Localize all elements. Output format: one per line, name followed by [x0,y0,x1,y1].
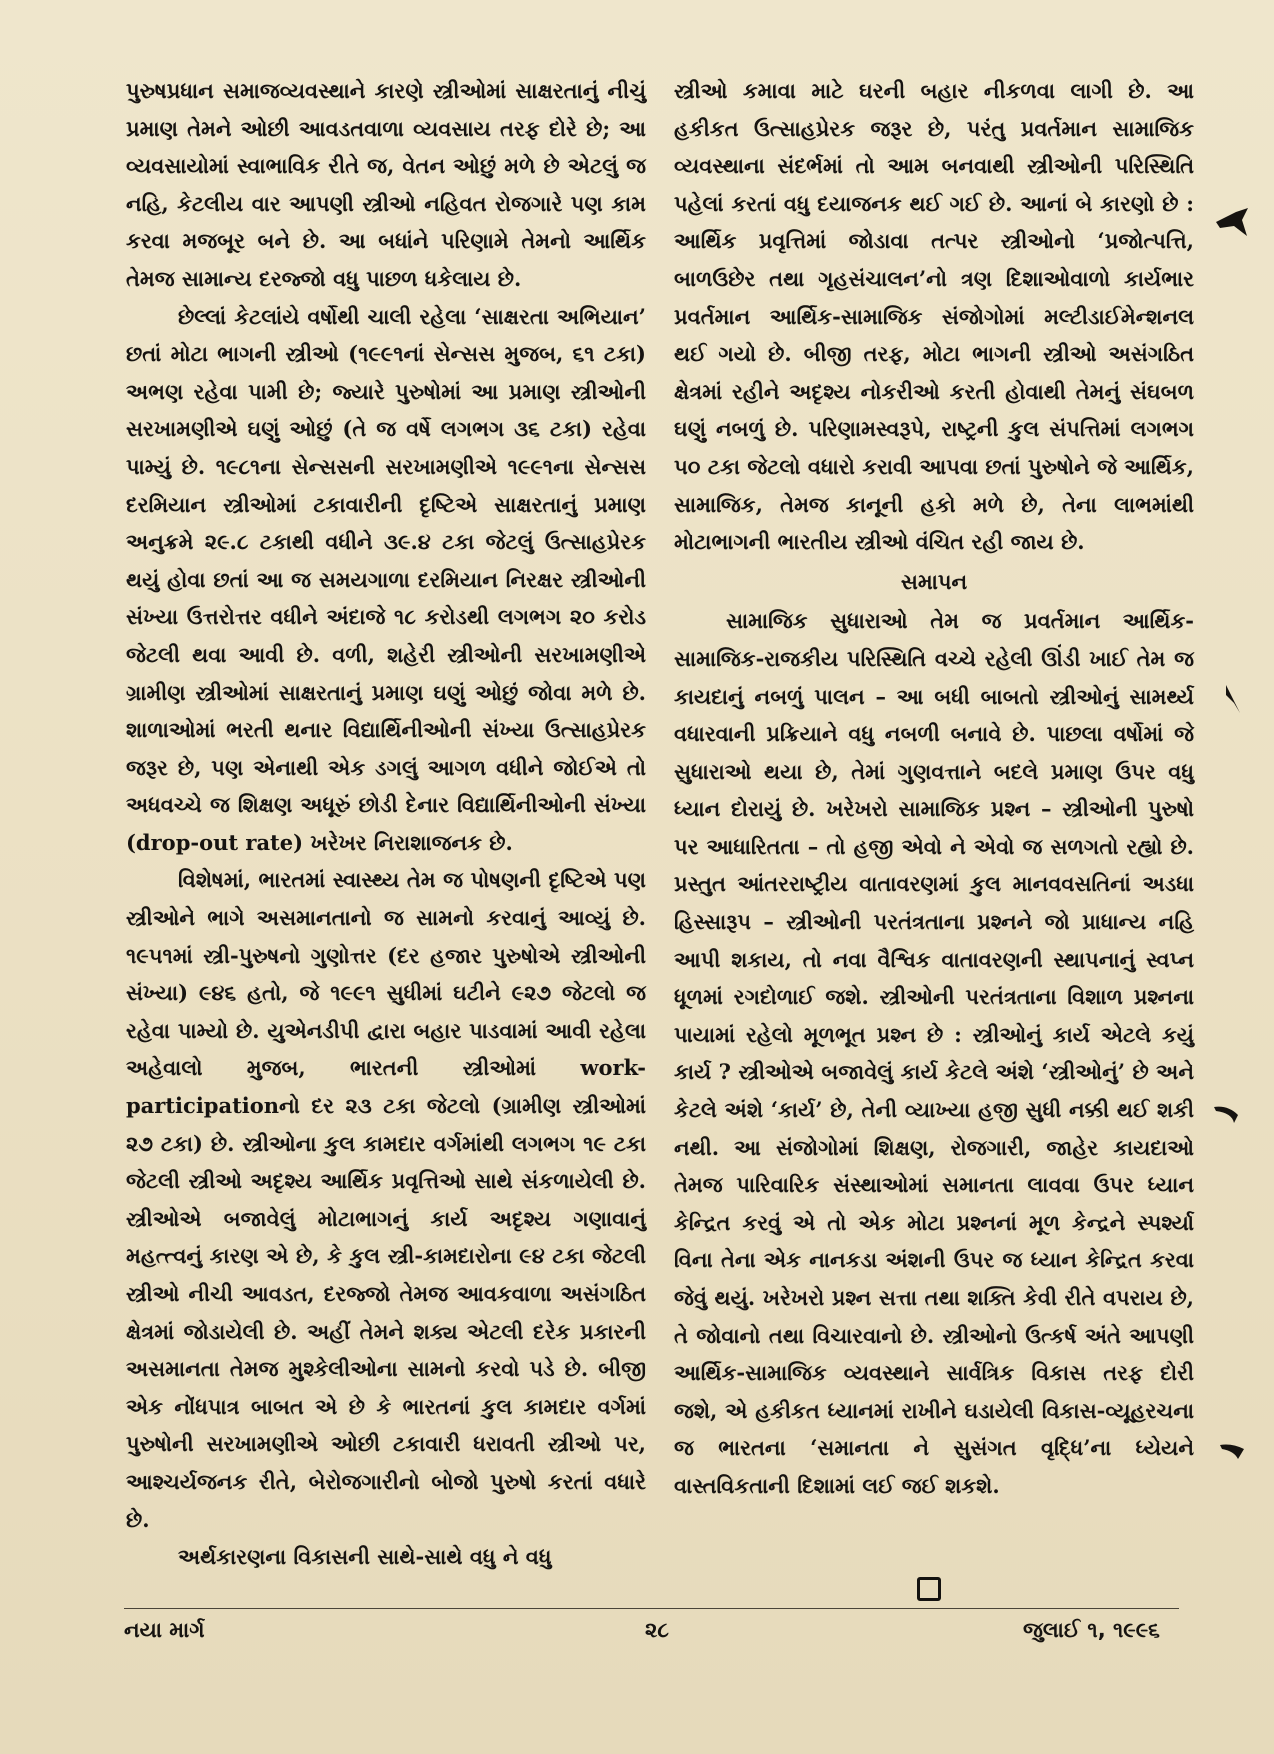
footer-magazine-name: નયા માર્ગ [124,1618,205,1642]
margin-mark [1212,1101,1242,1127]
paragraph-women-working: સ્ત્રીઓ કમાવા માટે ઘરની બહાર નીકળવા લાગી છે. આ હકીકત ઉત્સાહપ્રેરક જરૂર છે, પરંતુ પ્રવર્તમાન સામાજિક વ્યવસ્થાના સંદર્ભમાં તો આમ બનવાથી સ્ત્રીઓની પરિસ્થિતિ પહેલાં કરતાં વધુ દયાજનક થઈ ગઈ છે. આનાં બે કારણો છે : આર્થિક પ્રવૃત્તિમાં જોડાવા તત્પર સ્ત્રીઓનો ‘પ્રજોત્પત્તિ, બાળઉછેર તથા ગૃહસંચાલન’નો ત્રણ દિશાઓવાળો કાર્યભાર પ્રવર્તમાન આર્થિક-સામાજિક સંજોગોમાં મલ્ટીડાઈમેન્શનલ થઈ ગયો છે. બીજી તરફ, મોટા ભાગની સ્ત્રીઓ અસંગઠિત ક્ષેત્રમાં રહીને અદૃશ્ય નોકરીઓ કરતી હોવાથી તેમનું સંઘબળ ઘણું નબળું છે. પરિણામસ્વરૂપે, રાષ્ટ્રની કુલ સંપત્તિમાં લગભગ ૫૦ ટકા જેટલો વધારો કરાવી આપવા છતાં પુરુષોને જે આર્થિક, સામાજિક, તેમજ કાનૂની હકો મળે છે, તેના લાભમાંથી મોટાભાગની ભારતીય સ્ત્રીઓ વંચિત રહી જાય છે. [674,78,1194,555]
end-of-article-mark [917,1577,941,1601]
left-column [126,72,646,1576]
section-heading: સમાપન [900,568,968,594]
margin-mark [1222,683,1244,717]
margin-mark [1218,1437,1248,1463]
paragraph-health-nutrition: વિશેષમાં, ભારતમાં સ્વાસ્થ્ય તેમ જ પોષણની દૃષ્ટિએ પણ સ્ત્રીઓને ભાગે અસમાનતાનો જ સામનો કરવાનું આવ્યું છે. ૧૯૫૧માં સ્ત્રી-પુરુષનો ગુણોત્તર (દર હજાર પુરુષોએ સ્ત્રીઓની સંખ્યા) ૯૪૬ હતો, જે ૧૯૯૧ સુધીમાં ઘટીને ૯૨૭ જેટલો જ રહેવા પામ્યો છે. યુએનડીપી દ્વારા બહાર પાડવામાં આવી રહેલા અહેવાલો મુજબ, ભારતની સ્ત્રીઓમાં work-participationનો દર ૨૩ ટકા જેટલો (ગ્રામીણ સ્ત્રીઓમાં ૨૭ ટકા) છે. સ્ત્રીઓના કુલ કામદાર વર્ગમાંથી લગભગ ૧૯ ટકા જેટલી સ્ત્રીઓ અદૃશ્ય આર્થિક પ્રવૃત્તિઓ સાથે સંકળાયેલી છે. સ્ત્રીઓએ બજાવેલું મોટાભાગનું કાર્ય અદૃશ્ય ગણાવાનું મહત્ત્વનું કારણ એ છે, કે કુલ સ્ત્રી-કામદારોના ૯૪ ટકા જેટલી સ્ત્રીઓ નીચી આવડત, દરજ્જો તેમજ આવકવાળા અસંગઠિત ક્ષેત્રમાં જોડાયેલી છે. અહીં તેમને શક્ય એટલી દરેક પ્રકારની અસમાનતા તેમજ મુશ્કેલીઓના સામનો કરવો પડે છે. બીજી એક નોંધપાત્ર બાબત એ છે કે ભારતનાં કુલ કામદાર વર્ગમાં પુરુષોની સરખામણીએ ઓછી ટકાવારી ધરાવતી સ્ત્રીઓ પર, આશ્ચર્યજનક રીતે, બેરોજગારીનો બોજો પુરુષો કરતાં વધારે છે. [126,867,646,1532]
footer-date: જુલાઈ ૧, ૧૯૯૬ [1023,1618,1160,1642]
footer-divider [124,1608,1179,1609]
paragraph-conclusion: સામાજિક સુધારાઓ તેમ જ પ્રવર્તમાન આર્થિક-સામાજિક-રાજકીય પરિસ્થિતિ વચ્ચે રહેલી ઊંડી ખાઈ તેમ જ કાયદાનું નબળું પાલન – આ બધી બાબતો સ્ત્રીઓનું સામર્થ્ય વધારવાની પ્રક્રિયાને વધુ નબળી બનાવે છે. પાછલા વર્ષોમાં જે સુધારાઓ થયા છે, તેમાં ગુણવત્તાને બદલે પ્રમાણ ઉપર વધુ ધ્યાન દોરાયું છે. ખરેખરો સામાજિક પ્રશ્ન – સ્ત્રીઓની પુરુષો પર આધારિતતા – તો હજી એવો ને એવો જ સળગતો રહ્યો છે. પ્રસ્તુત આંતરરાષ્ટ્રીય વાતાવરણમાં કુલ માનવવસતિનાં અડધા હિસ્સારૂપ – સ્ત્રીઓની પરતંત્રતાના પ્રશ્નને જો પ્રાધાન્ય નહિ આપી શકાય, તો નવા વૈશ્વિક વાતાવરણની સ્થાપનાનું સ્વપ્ન ધૂળમાં રગદોળાઈ જશે. સ્ત્રીઓની પરતંત્રતાના વિશાળ પ્રશ્નના પાયામાં રહેલો મૂળભૂત પ્રશ્ન છે : સ્ત્રીઓનું કાર્ય એટલે કયું કાર્ય ? સ્ત્રીઓએ બજાવેલું કાર્ય કેટલે અંશે ‘સ્ત્રીઓનું’ છે અને કેટલે અંશે ‘કાર્ય’ છે, તેની વ્યાખ્યા હજી સુધી નક્કી થઈ શકી નથી. આ સંજોગોમાં શિક્ષણ, રોજગારી, જાહેર કાયદાઓ તેમજ પારિવારિક સંસ્થાઓમાં સમાનતા લાવવા ઉપર ધ્યાન કેન્દ્રિત કરવું એ તો એક મોટા પ્રશ્નનાં મૂળ કેન્દ્રને સ્પર્શ્યા વિના તેના એક નાનકડા અંશની ઉપર જ ધ્યાન કેન્દ્રિત કરવા જેવું થયું. ખરેખરો પ્રશ્ન સત્તા તથા શક્તિ કેવી રીતે વપરાય છે, તે જોવાનો તથા વિચારવાનો છે. સ્ત્રીઓનો ઉત્કર્ષ અંતે આપણી આર્થિક-સામાજિક વ્યવસ્થાને સાર્વત્રિક વિકાસ તરફ દોરી જશે, એ હકીકત ધ્યાનમાં રાખીને ઘડાયેલી વિકાસ-વ્યૂહરચના જ ભારતના ‘સમાનતા ને સુસંગત વૃદ્ધિ’ના ધ્યેયને વાસ્તવિકતાની દિશામાં લઈ જઈ શકશે. [674,608,1194,1498]
right-column [674,72,1194,1505]
footer-page-number: ૨૮ [645,1618,669,1642]
paragraph-economy-continued: અર્થકારણના વિકાસની સાથે-સાથે વધુ ને વધુ [178,1544,552,1570]
paragraph-literacy-campaign: છેલ્લાં કેટલાંયે વર્ષોથી ચાલી રહેલા ‘સાક્ષરતા અભિયાન’ છતાં મોટા ભાગની સ્ત્રીઓ (૧૯૯૧નાં સેન્સસ મુજબ, ૬૧ ટકા) અભણ રહેવા પામી છે; જ્યારે પુરુષોમાં આ પ્રમાણ સ્ત્રીઓની સરખામણીએ ઘણું ઓછું (તે જ વર્ષે લગભગ ૩૬ ટકા) રહેવા પામ્યું છે. ૧૯૮૧ના સેન્સસની સરખામણીએ ૧૯૯૧ના સેન્સસ દરમિયાન સ્ત્રીઓમાં ટકાવારીની દૃષ્ટિએ સાક્ષરતાનું પ્રમાણ અનુક્રમે ૨૯.૮ ટકાથી વધીને ૩૯.૪ ટકા જેટલું ઉત્સાહપ્રેરક થયું હોવા છતાં આ જ સમયગાળા દરમિયાન નિરક્ષર સ્ત્રીઓની સંખ્યા ઉત્તરોત્તર વધીને અંદાજે ૧૮ કરોડથી લગભગ ૨૦ કરોડ જેટલી થવા આવી છે. વળી, શહેરી સ્ત્રીઓની સરખામણીએ ગ્રામીણ સ્ત્રીઓમાં સાક્ષરતાનું પ્રમાણ ઘણું ઓછું જોવા મળે છે. શાળાઓમાં ભરતી થનાર વિદ્યાર્થિનીઓની સંખ્યા ઉત્સાહપ્રેરક જરૂર છે, પણ એનાથી એક ડગલું આગળ વધીને જોઈએ તો અધવચ્ચે જ શિક્ષણ અધૂરું છોડી દેનાર વિદ્યાર્થિનીઓની સંખ્યા (drop-out rate) ખરેખર નિરાશાજનક છે. [126,303,646,855]
margin-mark [1214,206,1252,240]
paragraph-literacy-intro: પુરુષપ્રધાન સમાજવ્યવસ્થાને કારણે સ્ત્રીઓમાં સાક્ષરતાનું નીચું પ્રમાણ તેમને ઓછી આવડતવાળા વ્યવસાય તરફ દોરે છે; આ વ્યવસાયોમાં સ્વાભાવિક રીતે જ, વેતન ઓછું મળે છે એટલું જ નહિ, કેટલીય વાર આપણી સ્ત્રીઓ નહિવત રોજગારે પણ કામ કરવા મજબૂર બને છે. આ બધાંને પરિણામે તેમનો આર્થિક તેમજ સામાન્ય દરજ્જો વધુ પાછળ ધકેલાય છે. [126,78,646,291]
